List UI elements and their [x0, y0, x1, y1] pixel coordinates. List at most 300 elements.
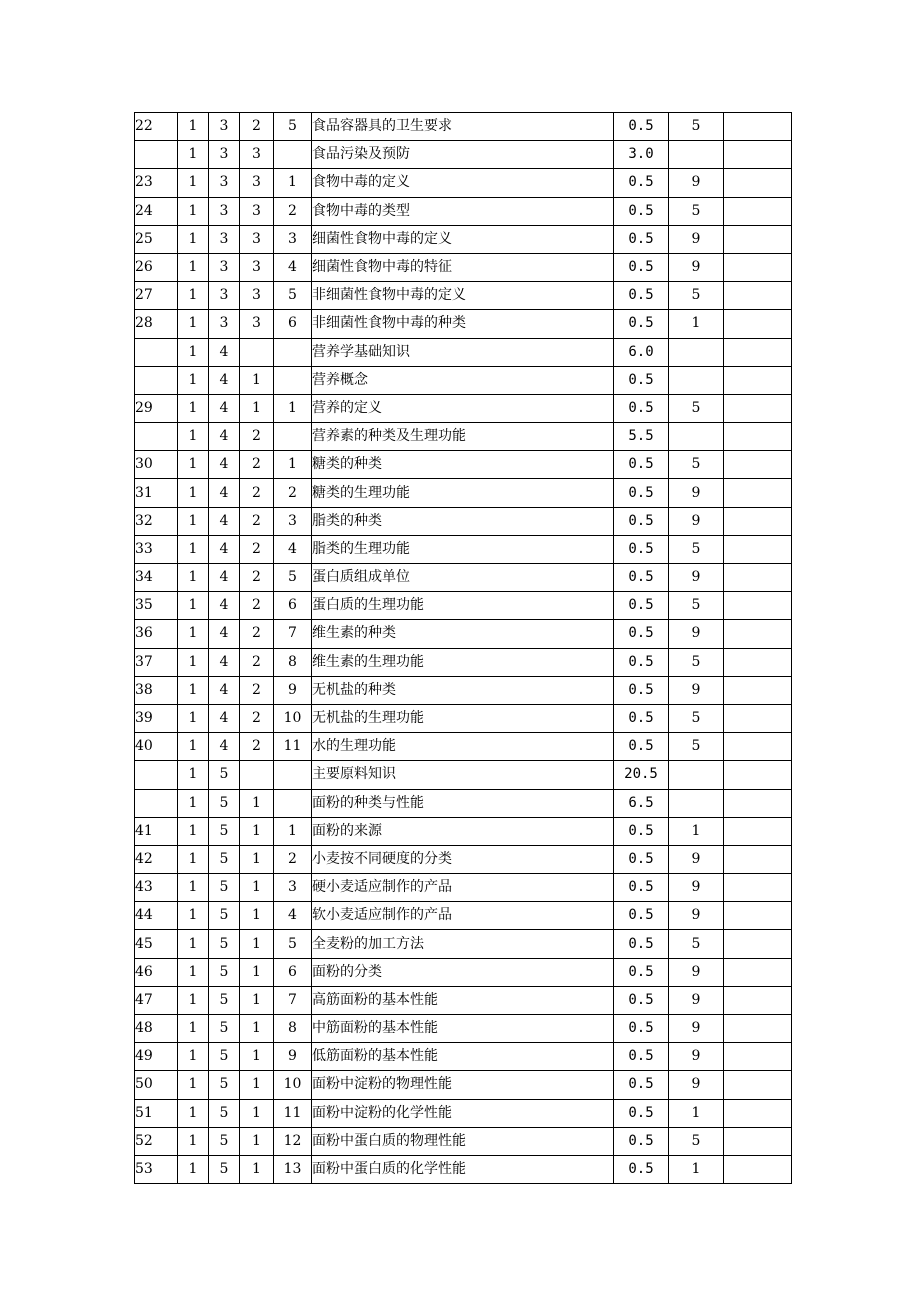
cell-weight: 0.5 — [614, 564, 669, 592]
cell-knowledge-point: 食物中毒的类型 — [312, 197, 614, 225]
cell-importance — [669, 789, 724, 817]
cell-importance: 5 — [669, 535, 724, 563]
cell-remark — [724, 338, 792, 366]
cell-serial-number — [135, 141, 178, 169]
cell-importance: 9 — [669, 902, 724, 930]
cell-serial-number: 46 — [135, 958, 178, 986]
cell-importance: 9 — [669, 620, 724, 648]
cell-level-2: 5 — [209, 874, 240, 902]
cell-remark — [724, 507, 792, 535]
cell-remark — [724, 789, 792, 817]
cell-weight: 0.5 — [614, 1127, 669, 1155]
cell-weight: 0.5 — [614, 1155, 669, 1183]
cell-level-4: 2 — [274, 845, 312, 873]
cell-level-4: 4 — [274, 535, 312, 563]
cell-level-3: 1 — [240, 817, 274, 845]
cell-level-1: 1 — [178, 479, 209, 507]
cell-importance: 1 — [669, 310, 724, 338]
cell-level-1: 1 — [178, 451, 209, 479]
cell-remark — [724, 1155, 792, 1183]
cell-level-3: 1 — [240, 1155, 274, 1183]
cell-importance: 1 — [669, 1099, 724, 1127]
cell-weight: 0.5 — [614, 958, 669, 986]
cell-serial-number: 28 — [135, 310, 178, 338]
cell-remark — [724, 761, 792, 789]
knowledge-point-table — [134, 112, 792, 1184]
cell-knowledge-point: 营养概念 — [312, 366, 614, 394]
cell-knowledge-point: 营养素的种类及生理功能 — [312, 423, 614, 451]
cell-level-2: 3 — [209, 197, 240, 225]
cell-level-2: 4 — [209, 507, 240, 535]
cell-level-4 — [274, 366, 312, 394]
cell-level-1: 1 — [178, 733, 209, 761]
cell-knowledge-point: 维生素的生理功能 — [312, 648, 614, 676]
cell-level-1: 1 — [178, 423, 209, 451]
cell-level-1: 1 — [178, 113, 209, 141]
cell-weight: 0.5 — [614, 733, 669, 761]
cell-importance: 1 — [669, 817, 724, 845]
cell-weight: 0.5 — [614, 620, 669, 648]
cell-weight: 0.5 — [614, 704, 669, 732]
cell-weight: 0.5 — [614, 282, 669, 310]
cell-level-1: 1 — [178, 620, 209, 648]
cell-level-2: 3 — [209, 310, 240, 338]
cell-level-4: 5 — [274, 930, 312, 958]
cell-level-3: 1 — [240, 1043, 274, 1071]
cell-level-3: 1 — [240, 986, 274, 1014]
cell-serial-number: 53 — [135, 1155, 178, 1183]
cell-level-2: 3 — [209, 253, 240, 281]
cell-level-3: 2 — [240, 113, 274, 141]
cell-level-2: 5 — [209, 845, 240, 873]
cell-knowledge-point: 细菌性食物中毒的特征 — [312, 253, 614, 281]
cell-importance: 5 — [669, 394, 724, 422]
cell-knowledge-point: 主要原料知识 — [312, 761, 614, 789]
cell-remark — [724, 225, 792, 253]
cell-level-2: 5 — [209, 1099, 240, 1127]
cell-knowledge-point: 硬小麦适应制作的产品 — [312, 874, 614, 902]
cell-serial-number: 41 — [135, 817, 178, 845]
cell-serial-number: 29 — [135, 394, 178, 422]
cell-level-3: 2 — [240, 451, 274, 479]
cell-level-2: 4 — [209, 592, 240, 620]
cell-level-2: 3 — [209, 225, 240, 253]
cell-level-3: 1 — [240, 902, 274, 930]
cell-level-2: 5 — [209, 1043, 240, 1071]
cell-weight: 0.5 — [614, 535, 669, 563]
cell-weight: 6.0 — [614, 338, 669, 366]
table-row — [135, 958, 792, 986]
cell-weight: 20.5 — [614, 761, 669, 789]
cell-remark — [724, 1015, 792, 1043]
cell-level-4: 1 — [274, 394, 312, 422]
cell-serial-number: 47 — [135, 986, 178, 1014]
cell-serial-number: 35 — [135, 592, 178, 620]
cell-weight: 0.5 — [614, 366, 669, 394]
cell-level-2: 4 — [209, 423, 240, 451]
cell-level-1: 1 — [178, 930, 209, 958]
cell-level-3 — [240, 761, 274, 789]
cell-level-2: 3 — [209, 169, 240, 197]
cell-serial-number: 33 — [135, 535, 178, 563]
cell-level-1: 1 — [178, 169, 209, 197]
cell-remark — [724, 394, 792, 422]
cell-knowledge-point: 非细菌性食物中毒的种类 — [312, 310, 614, 338]
cell-level-4: 8 — [274, 1015, 312, 1043]
cell-level-2: 5 — [209, 986, 240, 1014]
cell-level-4: 10 — [274, 704, 312, 732]
cell-knowledge-point: 食品污染及预防 — [312, 141, 614, 169]
cell-serial-number: 52 — [135, 1127, 178, 1155]
cell-level-4: 3 — [274, 225, 312, 253]
cell-weight: 0.5 — [614, 113, 669, 141]
cell-serial-number: 43 — [135, 874, 178, 902]
cell-knowledge-point: 营养的定义 — [312, 394, 614, 422]
cell-level-2: 4 — [209, 394, 240, 422]
cell-level-1: 1 — [178, 958, 209, 986]
cell-importance: 5 — [669, 648, 724, 676]
cell-serial-number: 48 — [135, 1015, 178, 1043]
table-row — [135, 845, 792, 873]
cell-level-4: 13 — [274, 1155, 312, 1183]
cell-serial-number: 44 — [135, 902, 178, 930]
cell-level-1: 1 — [178, 704, 209, 732]
cell-level-3: 1 — [240, 1127, 274, 1155]
cell-serial-number: 45 — [135, 930, 178, 958]
cell-importance — [669, 141, 724, 169]
cell-remark — [724, 874, 792, 902]
cell-level-3: 3 — [240, 282, 274, 310]
cell-level-2: 5 — [209, 789, 240, 817]
cell-level-2: 4 — [209, 620, 240, 648]
cell-level-2: 4 — [209, 648, 240, 676]
cell-knowledge-point: 脂类的生理功能 — [312, 535, 614, 563]
cell-weight: 0.5 — [614, 874, 669, 902]
cell-level-2: 5 — [209, 1127, 240, 1155]
table-row — [135, 282, 792, 310]
cell-serial-number: 51 — [135, 1099, 178, 1127]
cell-level-3: 2 — [240, 704, 274, 732]
cell-weight: 0.5 — [614, 930, 669, 958]
cell-level-4: 9 — [274, 676, 312, 704]
cell-knowledge-point: 维生素的种类 — [312, 620, 614, 648]
cell-serial-number: 23 — [135, 169, 178, 197]
cell-level-1: 1 — [178, 592, 209, 620]
table-row — [135, 113, 792, 141]
cell-remark — [724, 564, 792, 592]
cell-knowledge-point: 糖类的种类 — [312, 451, 614, 479]
table-row — [135, 817, 792, 845]
cell-importance: 9 — [669, 564, 724, 592]
table-row — [135, 338, 792, 366]
cell-importance: 9 — [669, 1043, 724, 1071]
cell-knowledge-point: 营养学基础知识 — [312, 338, 614, 366]
cell-level-2: 3 — [209, 141, 240, 169]
cell-importance: 9 — [669, 169, 724, 197]
table-row — [135, 789, 792, 817]
cell-level-1: 1 — [178, 225, 209, 253]
table-row — [135, 902, 792, 930]
cell-remark — [724, 620, 792, 648]
cell-importance: 5 — [669, 451, 724, 479]
cell-level-1: 1 — [178, 648, 209, 676]
cell-remark — [724, 704, 792, 732]
table-body — [135, 113, 792, 1184]
cell-importance: 9 — [669, 986, 724, 1014]
cell-level-3: 1 — [240, 1071, 274, 1099]
cell-remark — [724, 986, 792, 1014]
cell-level-1: 1 — [178, 507, 209, 535]
cell-remark — [724, 479, 792, 507]
cell-level-1: 1 — [178, 845, 209, 873]
cell-serial-number: 39 — [135, 704, 178, 732]
cell-serial-number: 36 — [135, 620, 178, 648]
cell-weight: 0.5 — [614, 845, 669, 873]
cell-weight: 0.5 — [614, 394, 669, 422]
cell-importance: 9 — [669, 225, 724, 253]
cell-level-4: 6 — [274, 310, 312, 338]
table-row — [135, 197, 792, 225]
cell-importance — [669, 423, 724, 451]
cell-level-2: 4 — [209, 451, 240, 479]
cell-level-3: 2 — [240, 423, 274, 451]
cell-level-1: 1 — [178, 253, 209, 281]
cell-level-3: 2 — [240, 564, 274, 592]
cell-remark — [724, 958, 792, 986]
table-row — [135, 620, 792, 648]
cell-level-3: 2 — [240, 535, 274, 563]
cell-knowledge-point: 面粉的种类与性能 — [312, 789, 614, 817]
table-row — [135, 479, 792, 507]
cell-level-3: 1 — [240, 1015, 274, 1043]
cell-importance: 9 — [669, 874, 724, 902]
cell-serial-number: 26 — [135, 253, 178, 281]
table-row — [135, 704, 792, 732]
table-row — [135, 1155, 792, 1183]
cell-importance: 5 — [669, 197, 724, 225]
table-row — [135, 225, 792, 253]
cell-level-4 — [274, 338, 312, 366]
cell-remark — [724, 592, 792, 620]
cell-level-2: 5 — [209, 930, 240, 958]
cell-remark — [724, 141, 792, 169]
cell-serial-number: 37 — [135, 648, 178, 676]
cell-weight: 0.5 — [614, 451, 669, 479]
cell-remark — [724, 113, 792, 141]
cell-weight: 5.5 — [614, 423, 669, 451]
table-row — [135, 1127, 792, 1155]
table-row — [135, 986, 792, 1014]
cell-level-1: 1 — [178, 366, 209, 394]
cell-knowledge-point: 面粉中淀粉的化学性能 — [312, 1099, 614, 1127]
cell-level-3: 1 — [240, 930, 274, 958]
cell-level-4 — [274, 423, 312, 451]
cell-level-2: 4 — [209, 733, 240, 761]
cell-level-1: 1 — [178, 564, 209, 592]
cell-level-4: 10 — [274, 1071, 312, 1099]
cell-level-1: 1 — [178, 1043, 209, 1071]
cell-level-1: 1 — [178, 197, 209, 225]
cell-serial-number: 24 — [135, 197, 178, 225]
cell-remark — [724, 648, 792, 676]
cell-weight: 0.5 — [614, 1043, 669, 1071]
cell-level-4: 4 — [274, 902, 312, 930]
cell-importance: 9 — [669, 479, 724, 507]
cell-importance: 9 — [669, 507, 724, 535]
cell-knowledge-point: 面粉中蛋白质的化学性能 — [312, 1155, 614, 1183]
table-row — [135, 930, 792, 958]
cell-level-2: 4 — [209, 479, 240, 507]
cell-importance: 9 — [669, 958, 724, 986]
cell-weight: 0.5 — [614, 225, 669, 253]
cell-importance: 9 — [669, 253, 724, 281]
cell-importance — [669, 366, 724, 394]
cell-remark — [724, 1099, 792, 1127]
cell-level-2: 4 — [209, 676, 240, 704]
cell-level-3: 1 — [240, 394, 274, 422]
cell-serial-number — [135, 761, 178, 789]
cell-level-4: 2 — [274, 479, 312, 507]
cell-weight: 0.5 — [614, 1015, 669, 1043]
cell-importance: 9 — [669, 676, 724, 704]
cell-weight: 0.5 — [614, 479, 669, 507]
table-row — [135, 1071, 792, 1099]
cell-level-4: 4 — [274, 253, 312, 281]
cell-serial-number — [135, 338, 178, 366]
cell-weight: 0.5 — [614, 253, 669, 281]
cell-importance: 5 — [669, 282, 724, 310]
cell-level-4 — [274, 761, 312, 789]
cell-knowledge-point: 无机盐的种类 — [312, 676, 614, 704]
cell-level-3: 2 — [240, 648, 274, 676]
cell-level-3: 2 — [240, 507, 274, 535]
cell-importance: 5 — [669, 113, 724, 141]
cell-level-4: 11 — [274, 1099, 312, 1127]
cell-knowledge-point: 面粉中蛋白质的物理性能 — [312, 1127, 614, 1155]
cell-remark — [724, 535, 792, 563]
cell-level-1: 1 — [178, 902, 209, 930]
table-row — [135, 1043, 792, 1071]
cell-knowledge-point: 食物中毒的定义 — [312, 169, 614, 197]
cell-level-3: 1 — [240, 789, 274, 817]
table-row — [135, 733, 792, 761]
table-row — [135, 564, 792, 592]
table-row — [135, 761, 792, 789]
cell-importance: 5 — [669, 733, 724, 761]
cell-level-4: 7 — [274, 620, 312, 648]
cell-level-4: 6 — [274, 592, 312, 620]
cell-level-1: 1 — [178, 1015, 209, 1043]
cell-level-4: 5 — [274, 113, 312, 141]
cell-level-1: 1 — [178, 141, 209, 169]
cell-level-4: 6 — [274, 958, 312, 986]
cell-serial-number: 49 — [135, 1043, 178, 1071]
cell-serial-number: 32 — [135, 507, 178, 535]
cell-level-3: 1 — [240, 874, 274, 902]
cell-level-4: 8 — [274, 648, 312, 676]
cell-importance — [669, 761, 724, 789]
cell-remark — [724, 169, 792, 197]
cell-level-4: 5 — [274, 282, 312, 310]
cell-remark — [724, 1043, 792, 1071]
cell-level-3: 3 — [240, 310, 274, 338]
cell-level-1: 1 — [178, 310, 209, 338]
cell-remark — [724, 1071, 792, 1099]
cell-level-1: 1 — [178, 1127, 209, 1155]
table-row — [135, 1099, 792, 1127]
cell-remark — [724, 253, 792, 281]
cell-remark — [724, 733, 792, 761]
cell-importance: 5 — [669, 1127, 724, 1155]
cell-level-2: 4 — [209, 564, 240, 592]
table-row — [135, 423, 792, 451]
cell-level-3: 3 — [240, 169, 274, 197]
cell-weight: 0.5 — [614, 986, 669, 1014]
cell-remark — [724, 930, 792, 958]
cell-level-1: 1 — [178, 761, 209, 789]
cell-serial-number: 25 — [135, 225, 178, 253]
cell-knowledge-point: 面粉的分类 — [312, 958, 614, 986]
cell-remark — [724, 423, 792, 451]
cell-importance: 9 — [669, 1015, 724, 1043]
cell-level-2: 5 — [209, 1015, 240, 1043]
cell-importance — [669, 338, 724, 366]
table-row — [135, 507, 792, 535]
cell-serial-number: 40 — [135, 733, 178, 761]
table-row — [135, 169, 792, 197]
cell-knowledge-point: 高筋面粉的基本性能 — [312, 986, 614, 1014]
cell-level-3 — [240, 338, 274, 366]
cell-level-2: 4 — [209, 704, 240, 732]
cell-knowledge-point: 糖类的生理功能 — [312, 479, 614, 507]
cell-level-2: 4 — [209, 535, 240, 563]
cell-level-3: 3 — [240, 197, 274, 225]
cell-level-1: 1 — [178, 986, 209, 1014]
cell-level-1: 1 — [178, 394, 209, 422]
cell-knowledge-point: 中筋面粉的基本性能 — [312, 1015, 614, 1043]
table-row — [135, 1015, 792, 1043]
cell-level-1: 1 — [178, 282, 209, 310]
cell-serial-number: 22 — [135, 113, 178, 141]
cell-weight: 0.5 — [614, 169, 669, 197]
cell-level-4 — [274, 141, 312, 169]
cell-serial-number — [135, 366, 178, 394]
cell-weight: 0.5 — [614, 817, 669, 845]
table-row — [135, 676, 792, 704]
cell-level-2: 5 — [209, 761, 240, 789]
cell-remark — [724, 845, 792, 873]
cell-weight: 0.5 — [614, 507, 669, 535]
cell-remark — [724, 676, 792, 704]
cell-level-2: 5 — [209, 1155, 240, 1183]
cell-importance: 5 — [669, 704, 724, 732]
cell-level-4: 5 — [274, 564, 312, 592]
cell-knowledge-point: 面粉的来源 — [312, 817, 614, 845]
cell-level-4: 7 — [274, 986, 312, 1014]
cell-level-4: 3 — [274, 507, 312, 535]
cell-level-3: 1 — [240, 845, 274, 873]
cell-knowledge-point: 小麦按不同硬度的分类 — [312, 845, 614, 873]
cell-serial-number: 31 — [135, 479, 178, 507]
cell-level-3: 2 — [240, 733, 274, 761]
cell-level-1: 1 — [178, 535, 209, 563]
cell-importance: 5 — [669, 930, 724, 958]
cell-level-2: 3 — [209, 282, 240, 310]
cell-level-4: 3 — [274, 874, 312, 902]
cell-remark — [724, 451, 792, 479]
cell-remark — [724, 310, 792, 338]
cell-level-4: 1 — [274, 817, 312, 845]
